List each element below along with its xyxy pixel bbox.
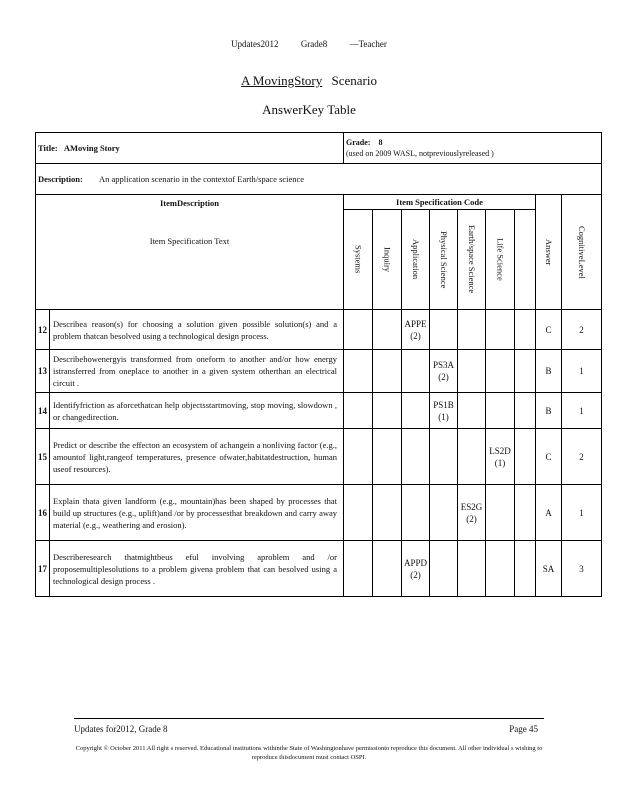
earth-space-science-header: Earth/space Science: [458, 210, 486, 310]
physical-code: [430, 485, 458, 541]
title-rest: Scenario: [331, 73, 377, 88]
inquiry-header: Inquiry: [373, 210, 402, 310]
item-number: 12: [36, 310, 50, 350]
level-value: 1: [562, 350, 602, 393]
item-number: 14: [36, 393, 50, 429]
earth-code: [458, 429, 486, 485]
physical-code: PS1B (1): [430, 393, 458, 429]
answer-key-table: [35, 132, 602, 597]
table-row: [36, 541, 602, 597]
item-number: 13: [36, 350, 50, 393]
header-right: —Teacher: [349, 39, 387, 49]
item-text: Predict or describe the effecton an ecosystem of achangein a nonliving factor (e.g., amountof light,rangeof temperatures, presence ofwater,habitatdestruction, human useof resources).: [50, 429, 344, 485]
physical-code: [430, 310, 458, 350]
life-code: [486, 310, 515, 350]
level-value: 2: [562, 429, 602, 485]
physical-code: PS3A (2): [430, 350, 458, 393]
description-cell: [36, 164, 602, 195]
level-value: 2: [562, 310, 602, 350]
life-code: [486, 485, 515, 541]
item-text: Explain thata given landform (e.g., mountain)has been shaped by processes that build up structures (e.g., uplift)and /or by processesthat breakdown and carry away material (e.g., weathering and erosion).: [50, 485, 344, 541]
title-row: [36, 133, 602, 164]
application-code: [402, 429, 430, 485]
application-code: APPD (2): [402, 541, 430, 597]
grade-label: Grade:: [346, 138, 371, 147]
page-number: Page 45: [509, 724, 538, 734]
title-label: Title:: [38, 143, 58, 153]
table-row: [36, 350, 602, 393]
header-middle: Grade8: [300, 39, 328, 49]
title-value: AMoving Story: [63, 143, 120, 153]
item-text: Describea reason(s) for choosing a solution given possible solution(s) and a problem thatcan besolved using a technological design process.: [50, 310, 344, 350]
blank-header: [515, 210, 536, 310]
physical-code: [430, 429, 458, 485]
page-header: [0, 39, 618, 49]
item-number: 15: [36, 429, 50, 485]
life-code: LS2D (1): [486, 429, 515, 485]
life-code: [486, 393, 515, 429]
item-description-label: ItemDescription: [159, 198, 219, 208]
earth-code: [458, 541, 486, 597]
table-row: [36, 310, 602, 350]
title-underlined: A MovingStory: [241, 73, 323, 88]
application-code: APPE (2): [402, 310, 430, 350]
grade-note: (used on 2009 WASL, notpreviouslyreleased ): [346, 149, 494, 158]
physical-science-header: Physical Science: [430, 210, 458, 310]
document-subtitle: AnswerKey Table: [262, 102, 356, 117]
earth-code: [458, 393, 486, 429]
answer-value: SA: [536, 541, 562, 597]
earth-code: [458, 310, 486, 350]
grade-value: 8: [378, 138, 383, 147]
title-cell: [36, 133, 344, 164]
grade-cell: [344, 133, 602, 164]
item-spec-text-label: Item Specification Text: [149, 236, 230, 246]
earth-code: ES2G (2): [458, 485, 486, 541]
application-code: [402, 485, 430, 541]
application-header: Application: [402, 210, 430, 310]
physical-code: [430, 541, 458, 597]
table-row: [36, 485, 602, 541]
footer-left: Updates for2012, Grade 8: [74, 724, 168, 734]
document-title: [0, 73, 618, 89]
description-value: An application scenario in the contextof Earth/space science: [98, 174, 305, 184]
answer-value: C: [536, 429, 562, 485]
item-text: Describehowenergyis transformed from oneform to another and/or how energy istransferred from oneplace to another in a given system otherthan an electrical circuit .: [50, 350, 344, 393]
life-science-header: Life Science: [486, 210, 515, 310]
item-number: 16: [36, 485, 50, 541]
description-label: Description:: [38, 174, 83, 184]
life-code: [486, 541, 515, 597]
cognitive-level-header: [562, 195, 602, 310]
answer-value: A: [536, 485, 562, 541]
table-row: [36, 429, 602, 485]
item-text: Identifyfriction as aforcethatcan help objectsstartmoving, stop moving, slowdown , or changedirection.: [50, 393, 344, 429]
header-left: Updates2012: [231, 39, 279, 49]
table-row: [36, 393, 602, 429]
footer: [74, 724, 544, 734]
answer-value: B: [536, 350, 562, 393]
footer-divider: [74, 718, 544, 719]
answer-header: [536, 195, 562, 310]
copyright-notice: Copyright © October 2011 All right s reserved. Educational institutions withinthe State of Washingtonhave permissionto reproduce this document. All other individual s wishing to reproduce thisdocument must contact OSPI.: [75, 745, 543, 761]
systems-header: Systems: [344, 210, 373, 310]
description-row: [36, 164, 602, 195]
spec-code-header: Item Specification Code: [344, 195, 536, 210]
life-code: [486, 350, 515, 393]
item-text: Describeresearch thatmightbeus eful involving aproblem and /or proposemultiplesolutions to a problem givena problem that can besolved using a technological design process .: [50, 541, 344, 597]
level-value: 1: [562, 393, 602, 429]
item-description-header: [36, 195, 344, 310]
answer-value: C: [536, 310, 562, 350]
answer-label: Answer: [544, 238, 554, 266]
level-value: 3: [562, 541, 602, 597]
item-number: 17: [36, 541, 50, 597]
answer-value: B: [536, 393, 562, 429]
column-header-row-1: [36, 195, 602, 210]
cognitive-level-label: CognitiveLevel: [577, 225, 588, 279]
level-value: 1: [562, 485, 602, 541]
application-code: [402, 393, 430, 429]
application-code: [402, 350, 430, 393]
earth-code: [458, 350, 486, 393]
